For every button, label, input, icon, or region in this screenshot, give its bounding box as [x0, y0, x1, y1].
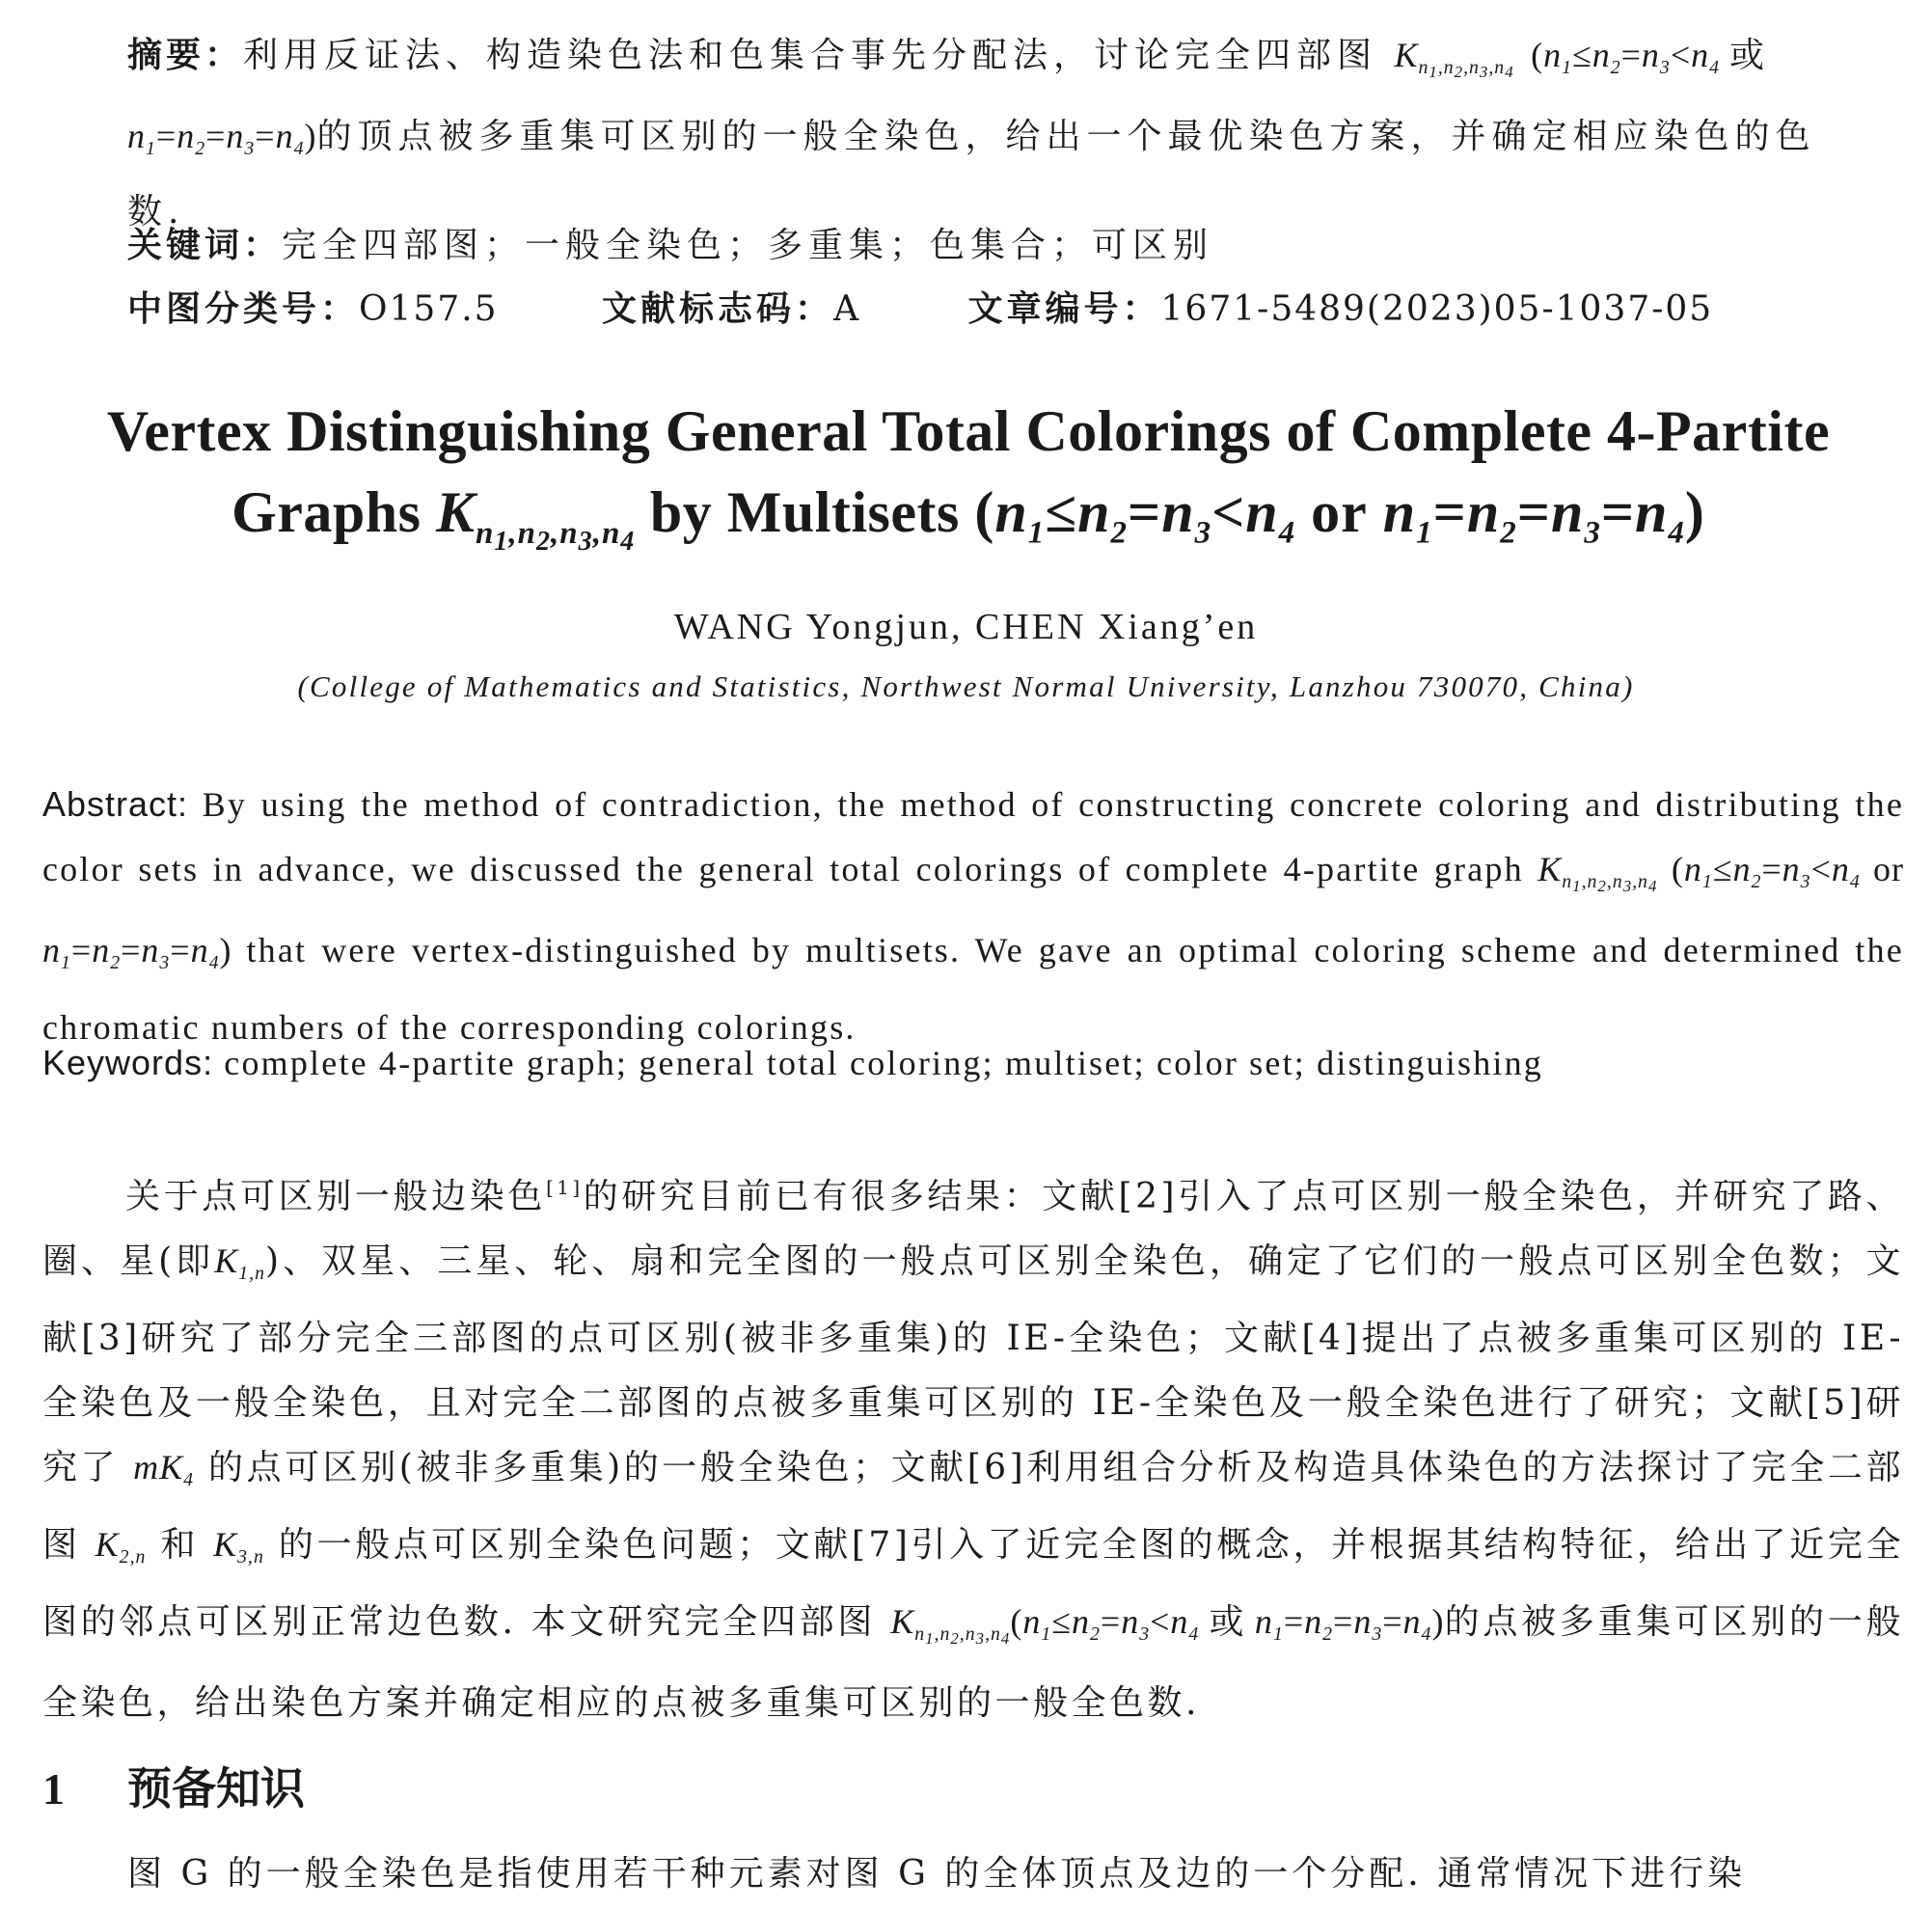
doc-code-value: A — [833, 289, 865, 329]
body-text-a: 关于点可区别一般边染色 — [125, 1176, 547, 1216]
cn-abstract-label: 摘要： — [127, 36, 244, 75]
title-line-2-mid: by Multisets — [649, 480, 960, 544]
title-line-2-prefix: Graphs — [231, 480, 422, 544]
paper-title — [42, 391, 1894, 583]
cn-keywords-text: 完全四部图；一般全染色；多重集；色集合；可区别 — [282, 226, 1214, 265]
body-paragraph-1 — [42, 1156, 1904, 1735]
cn-keywords — [127, 214, 1825, 278]
title-line-1: Vertex Distinguishing General Total Colorings of Complete 4-Partite — [106, 399, 1831, 463]
article-no-label: 文章编号： — [967, 289, 1161, 329]
en-keywords-text: complete 4-partite graph; general total coloring; multiset; color set; distinguishing — [224, 1044, 1544, 1082]
star-notation: $K_{1,n}$ — [214, 1241, 265, 1284]
cn-abstract-text-1: 利用反证法、构造染色法和色集合事先分配法，讨论完全四部图 — [243, 36, 1378, 75]
section-1-heading — [42, 1754, 305, 1817]
title-line-2 — [42, 472, 1894, 583]
graph-notation: $K_{n_1,n_2,n_3,n_4}$ — [1394, 36, 1514, 82]
en-abstract — [42, 772, 1904, 1060]
authors: WANG Yongjun, CHEN Xiang’en — [673, 607, 1259, 647]
section-title: 预备知识 — [127, 1762, 305, 1814]
title-graph-notation: $K_{n_1,n_2,n_3,n_4}$ — [435, 480, 636, 557]
cn-abstract-text-2: 的顶点被多重集可区别的一般全染色，给出一个最优染色方案，并确定相应染色的色数. — [127, 117, 1816, 232]
en-keywords — [42, 1030, 1904, 1096]
en-abstract-label: Abstract: — [42, 784, 189, 824]
ref-1[interactable]: [1] — [546, 1177, 584, 1199]
body-text-e: 和 — [160, 1524, 200, 1565]
body-text-g: 的点被多重集可区别的一般全染色，给出染色方案并确定相应的点被多重集可区别的一般全色数. — [42, 1601, 1904, 1723]
body-graph-notation: $K_{n_1,n_2,n_3,n_4}$ — [890, 1601, 1011, 1648]
body-condition: ($n_1\le n_2=n_3<n_4$ 或 $n_1=n_2=n_3=n_4$) — [1010, 1601, 1445, 1645]
mk4-notation: $mK_4$ — [133, 1447, 195, 1490]
body-text-f: 的一般点可区别全染色问题；文献[7]引入了近完全图的概念，并根据其结构特征，给出了近完全图的邻点可区别正常边色数. 本文研究完全四部图 — [42, 1524, 1904, 1642]
clc-label: 中图分类号： — [127, 289, 360, 329]
title-condition: ($n_1\le n_2=n_3<n_4$ or $n_1=n_2=n_3=n_4$) — [974, 480, 1705, 551]
en-graph-notation: $K_{n_1,n_2,n_3,n_4}$ — [1537, 850, 1658, 896]
k2n-notation: $K_{2,n}$ — [95, 1524, 147, 1568]
clc-value: O157.5 — [359, 289, 499, 329]
body-text-b: 的研究目前已有很多结果：文献[2]引入了点可区别一般全染色，并研究了路、圈、星(即 — [42, 1176, 1904, 1281]
body-text-c: )、双星、三星、轮、扇和完全图的一般点可区别全染色，确定了它们的一般点可区别全色数；文献[3]研究了部分完全三部图的点可区别(被非多重集)的 IE-全染色；文献[4]提出了点被多重集可区别的 IE-全染色及一般全染色，且对完全二部图的点被多重集可区别的 IE-全染色及一般全染色进行了研究；文献[5]研究了 — [42, 1241, 1905, 1487]
cn-abstract — [127, 23, 1825, 244]
en-abstract-text-2: that were vertex-distinguished by multisets. We gave an optimal coloring scheme and determined the chromatic numbers of the corresponding colorings. — [42, 931, 1904, 1048]
cn-meta — [127, 278, 1825, 341]
section-number: 1 — [42, 1764, 65, 1814]
en-keywords-label: Keywords: — [42, 1043, 214, 1082]
body-text-d: 的点可区别(被非多重集)的一般全染色；文献[6]利用组合分析及构造具体染色的方法探讨了完全二部图 — [42, 1447, 1904, 1565]
en-condition: ($n_1\le n_2=n_3<n_4$ or $n_1=n_2=n_3=n_4$) — [42, 850, 1904, 974]
cn-keywords-label: 关键词： — [127, 226, 283, 265]
k3n-notation: $K_{3,n}$ — [213, 1524, 264, 1568]
section-1-body: 图 G 的一般全染色是指使用若干种元素对图 G 的全体顶点及边的一个分配. 通常情况下进行染 — [127, 1854, 1747, 1894]
doc-code-label: 文献标志码： — [602, 289, 834, 329]
article-no-value: 1671-5489(2023)05-1037-05 — [1160, 289, 1714, 329]
affiliation: (College of Mathematics and Statistics, Northwest Normal University, Lanzhou 730070, China) — [297, 669, 1635, 703]
en-abstract-text-1: By using the method of contradiction, the method of constructing concrete coloring and distributing the color sets in advance, we discussed the general total colorings of complete 4-partite graph — [42, 785, 1905, 888]
condition-formula: ($n_1\le n_2=n_3<n_4$ 或 $n_1=n_2=n_3=n_4$) — [127, 36, 1766, 160]
